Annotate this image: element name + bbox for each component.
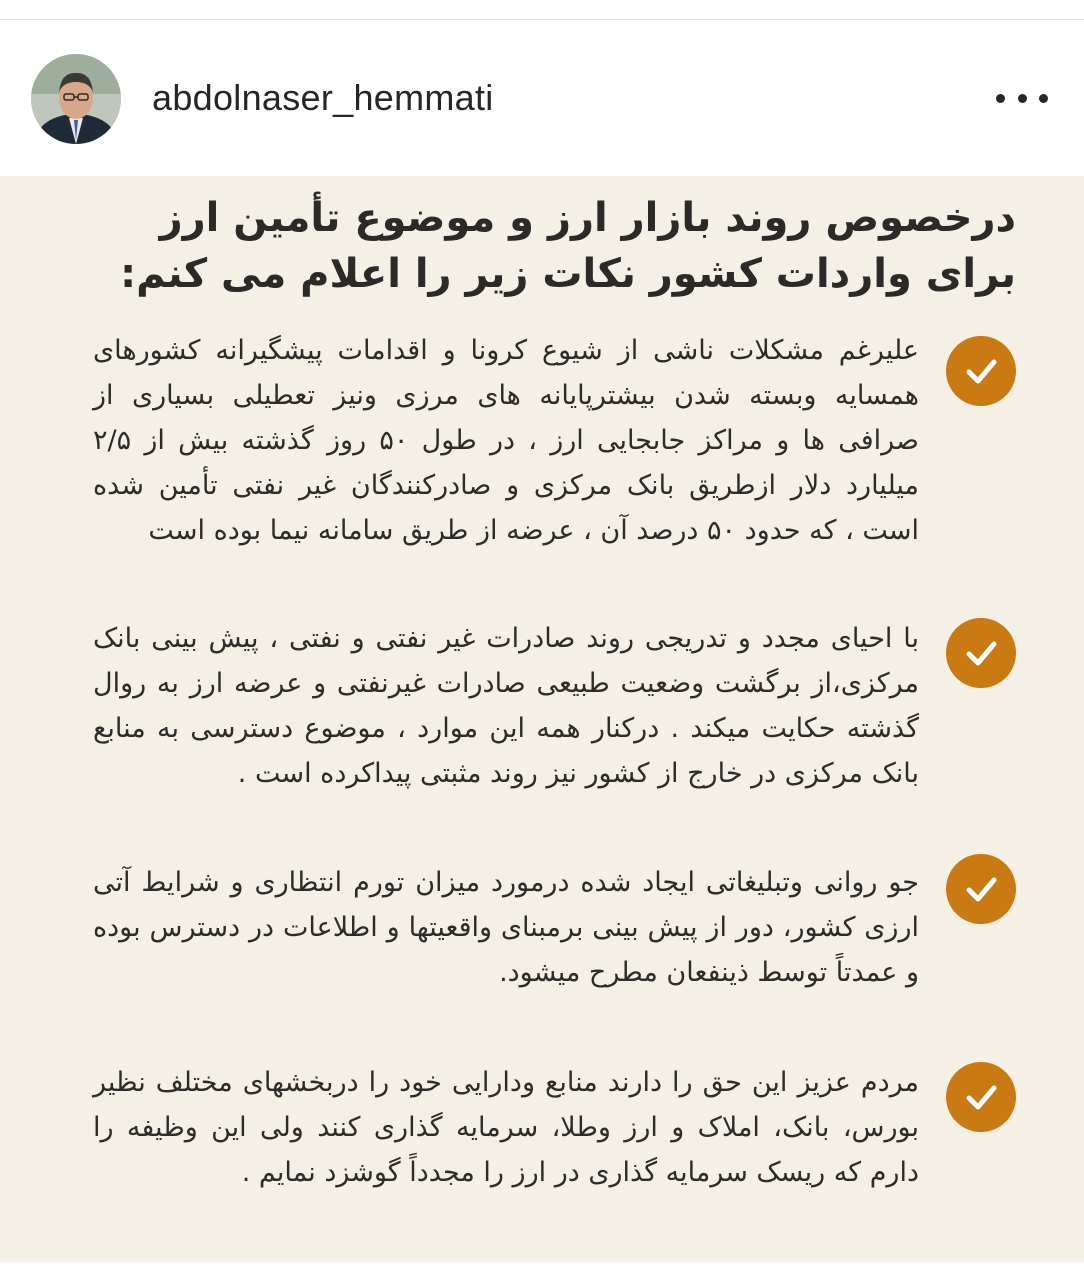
- avatar[interactable]: [31, 54, 121, 144]
- item-text: جو روانی وتبلیغاتی ایجاد شده درمورد میزان تورم انتظاری و شرایط آتی ارزی کشور، دور از پیش بینی برمبنای واقعیتها و اطلاعات در دسترس بوده و عمدتاً توسط ذینفعان مطرح میشود.: [93, 867, 919, 988]
- item-text: مردم عزیز این حق را دارند منابع ودارایی خود را دربخشهای مختلف نظیر بورس، بانک، املاک و ارز وطلا، سرمایه گذاری کنند ولی این وظیفه را دارم که ریسک سرمایه گذاری در ارز را مجدداً گوشزد نمایم .: [93, 1067, 919, 1188]
- more-horizontal-icon: [996, 94, 1005, 103]
- item-text: علیرغم مشکلات ناشی از شیوع کرونا و اقدامات پیشگیرانه کشورهای همسایه وبسته شدن بیشترپایانه های مرزی ونیز تعطیلی بسیاری از صرافی ها و مراکز جابجایی ارز ، در طول ۵۰ روز گذشته بیش از ۲/۵ میلیارد دلار ازطریق بانک مرکزی و صادرکنندگان غیر نفتی تأمین شده است ، که حدود ۵۰ درصد آن ، عرضه از طریق سامانه نیما بوده است: [93, 335, 919, 546]
- more-horizontal-icon: [1018, 94, 1027, 103]
- check-circle-icon: [946, 854, 1016, 924]
- more-horizontal-icon: [1039, 94, 1048, 103]
- check-circle-icon: [946, 1062, 1016, 1132]
- check-circle-icon: [946, 336, 1016, 406]
- post-header: [0, 20, 1084, 176]
- check-circle-icon: [946, 618, 1016, 688]
- post-image: [0, 176, 1084, 1280]
- headline: درخصوص روند بازار ارز و موضوع تأمین ارز برای واردات کشور نکات زیر را اعلام می کنم:: [120, 195, 1016, 297]
- profile-photo-icon: [31, 54, 121, 144]
- more-options-button[interactable]: [996, 82, 1048, 114]
- username[interactable]: abdolnaser_hemmati: [152, 77, 494, 118]
- bottom-strip: [0, 1262, 1084, 1280]
- item-text: با احیای مجدد و تدریجی روند صادرات غیر نفتی و نفتی ، پیش بینی بانک مرکزی،از برگشت وضعیت طبیعی صادرات غیرنفتی و عرضه ارز به روال گذشته حکایت میکند . درکنار همه این موارد ، موضوع دسترسی به منابع بانک مرکزی در خارج از کشور نیز روند مثبتی پیداکرده است .: [93, 623, 919, 789]
